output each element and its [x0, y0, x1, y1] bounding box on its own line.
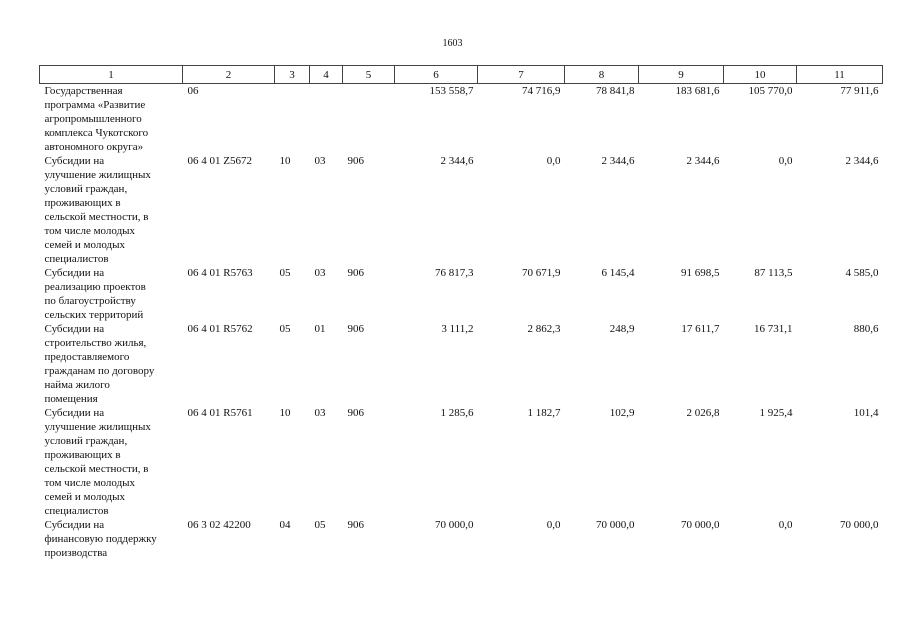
- amount-cell: 16 731,1: [754, 323, 793, 335]
- subsection-cell: 05: [314, 519, 326, 531]
- item-name-line: специалистов: [44, 253, 109, 265]
- item-name-line: семей и молодых: [44, 239, 125, 251]
- item-name-line: строительство жилья,: [44, 337, 147, 349]
- table-row: [40, 322, 883, 406]
- amount-cell: 248,9: [609, 323, 635, 335]
- subsection-cell: 03: [314, 407, 326, 419]
- item-name-line: том числе молодых: [44, 225, 136, 237]
- table-row: [40, 84, 883, 155]
- amount-cell: 17 611,7: [681, 323, 720, 335]
- column-header: 1: [40, 66, 183, 84]
- item-name-cell: [40, 266, 183, 322]
- column-header: 9: [639, 66, 724, 84]
- item-name-line: улучшение жилищных: [44, 421, 151, 433]
- column-number-row: [40, 66, 883, 84]
- amount-cell: 6 145,4: [601, 267, 635, 279]
- amount-cell: 183 681,6: [675, 85, 720, 97]
- amount-cell: 153 558,7: [429, 85, 474, 97]
- item-name-cell: [40, 154, 183, 266]
- table-row: [40, 154, 883, 266]
- amount-cell: 2 026,8: [686, 407, 720, 419]
- item-name-line: Государственная: [44, 85, 123, 97]
- budget-table: [39, 65, 883, 560]
- item-name-cell: [40, 406, 183, 518]
- item-name-line: проживающих в: [44, 197, 121, 209]
- amount-cell: 0,0: [546, 519, 561, 531]
- program-code-cell: 06 4 01 Z5672: [187, 155, 252, 167]
- program-code-cell: 06 4 01 R5761: [187, 407, 253, 419]
- subsection-cell: 03: [314, 267, 326, 279]
- amount-cell: 0,0: [546, 155, 561, 167]
- program-code-cell: 06 4 01 R5762: [187, 323, 253, 335]
- item-name-line: помещения: [44, 393, 98, 405]
- column-header: 4: [310, 66, 343, 84]
- expense-type-cell: 906: [347, 267, 364, 279]
- amount-cell: 880,6: [853, 323, 879, 335]
- section-cell: 04: [279, 519, 291, 531]
- subsection-cell: 01: [314, 323, 326, 335]
- column-header: 3: [275, 66, 310, 84]
- expense-type-cell: [343, 84, 395, 155]
- item-name-line: комплекса Чукотского: [44, 127, 149, 139]
- column-header: 7: [478, 66, 565, 84]
- program-code-cell: 06 4 01 R5763: [187, 267, 253, 279]
- amount-cell: 87 113,5: [754, 267, 793, 279]
- amount-cell: 70 000,0: [840, 519, 879, 531]
- page-number: 1603: [442, 38, 463, 49]
- item-name-line: сельских территорий: [44, 309, 144, 321]
- item-name-line: Субсидии на: [44, 155, 105, 167]
- column-header: 11: [797, 66, 883, 84]
- item-name-line: условий граждан,: [44, 183, 128, 195]
- amount-cell: 91 698,5: [681, 267, 720, 279]
- item-name-line: семей и молодых: [44, 491, 125, 503]
- item-name-cell: [40, 322, 183, 406]
- table-row: [40, 518, 883, 560]
- amount-cell: 2 344,6: [845, 155, 879, 167]
- item-name-cell: [40, 84, 183, 155]
- item-name-line: Субсидии на: [44, 267, 105, 279]
- amount-cell: 2 344,6: [440, 155, 474, 167]
- column-header: 5: [343, 66, 395, 84]
- amount-cell: 105 770,0: [748, 85, 793, 97]
- program-code-cell: 06: [187, 85, 199, 97]
- item-name-line: улучшение жилищных: [44, 169, 151, 181]
- expense-type-cell: 906: [347, 407, 364, 419]
- amount-cell: 2 344,6: [686, 155, 720, 167]
- item-name-line: предоставляемого: [44, 351, 130, 363]
- amount-cell: 1 182,7: [527, 407, 561, 419]
- item-name-line: Субсидии на: [44, 407, 105, 419]
- item-name-line: гражданам по договору: [44, 365, 155, 377]
- amount-cell: 2 344,6: [601, 155, 635, 167]
- expense-type-cell: 906: [347, 323, 364, 335]
- item-name-line: финансовую поддержку: [44, 533, 157, 545]
- item-name-line: агропромышленного: [44, 113, 142, 125]
- expense-type-cell: 906: [347, 155, 364, 167]
- subsection-cell: [310, 84, 343, 155]
- amount-cell: 70 000,0: [435, 519, 474, 531]
- item-name-line: условий граждан,: [44, 435, 128, 447]
- expense-type-cell: 906: [347, 519, 364, 531]
- amount-cell: 77 911,6: [840, 85, 879, 97]
- amount-cell: 4 585,0: [845, 267, 879, 279]
- amount-cell: 0,0: [778, 155, 793, 167]
- amount-cell: 70 000,0: [681, 519, 720, 531]
- amount-cell: 78 841,8: [596, 85, 635, 97]
- section-cell: 10: [279, 155, 291, 167]
- amount-cell: 3 111,2: [441, 323, 474, 335]
- section-cell: 05: [279, 323, 291, 335]
- item-name-line: производства: [44, 547, 108, 559]
- amount-cell: 1 925,4: [759, 407, 793, 419]
- column-header: 2: [183, 66, 275, 84]
- section-cell: 05: [279, 267, 291, 279]
- column-header: 10: [724, 66, 797, 84]
- item-name-line: реализацию проектов: [44, 281, 146, 293]
- section-cell: [275, 84, 310, 155]
- item-name-line: найма жилого: [44, 379, 110, 391]
- column-header: 8: [565, 66, 639, 84]
- item-name-line: Субсидии на: [44, 519, 105, 531]
- table-row: [40, 406, 883, 518]
- amount-cell: 70 000,0: [596, 519, 635, 531]
- item-name-line: сельской местности, в: [44, 211, 149, 223]
- column-header: 6: [395, 66, 478, 84]
- item-name-line: программа «Развитие: [44, 99, 146, 111]
- amount-cell: 102,9: [609, 407, 635, 419]
- item-name-line: том числе молодых: [44, 477, 136, 489]
- amount-cell: 0,0: [778, 519, 793, 531]
- amount-cell: 2 862,3: [527, 323, 561, 335]
- item-name-line: автономного округа»: [44, 141, 144, 153]
- section-cell: 10: [279, 407, 291, 419]
- amount-cell: 70 671,9: [522, 267, 561, 279]
- program-code-cell: 06 3 02 42200: [187, 519, 251, 531]
- item-name-line: Субсидии на: [44, 323, 105, 335]
- item-name-line: сельской местности, в: [44, 463, 149, 475]
- amount-cell: 74 716,9: [522, 85, 561, 97]
- item-name-cell: [40, 518, 183, 560]
- item-name-line: проживающих в: [44, 449, 121, 461]
- amount-cell: 101,4: [853, 407, 879, 419]
- item-name-line: по благоустройству: [44, 295, 136, 307]
- amount-cell: 76 817,3: [435, 267, 474, 279]
- table-row: [40, 266, 883, 322]
- item-name-line: специалистов: [44, 505, 109, 517]
- amount-cell: 1 285,6: [440, 407, 474, 419]
- subsection-cell: 03: [314, 155, 326, 167]
